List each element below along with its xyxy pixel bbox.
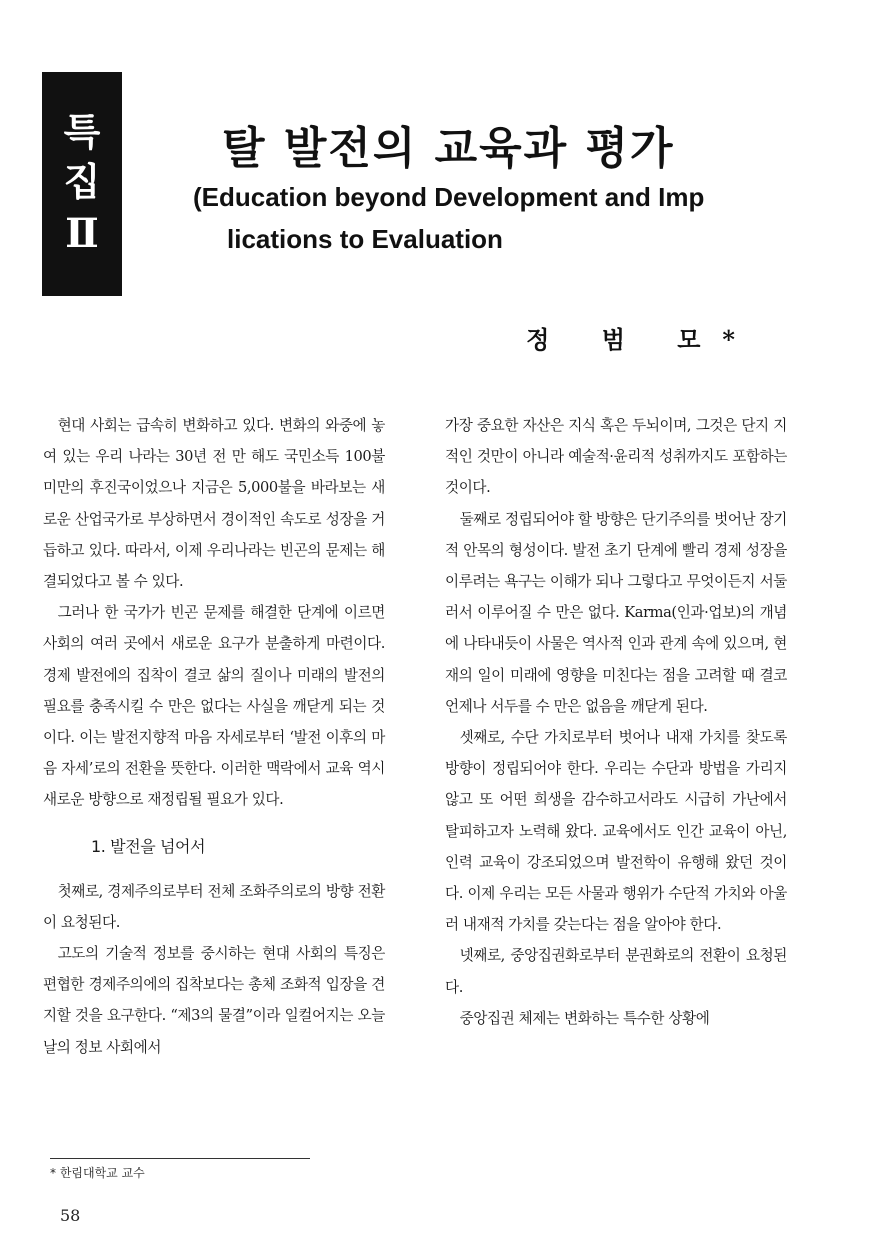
special-feature-tab xyxy=(42,72,122,296)
paragraph: 셋째로, 수단 가치로부터 벗어나 내재 가치를 찾도록 방향이 정립되어야 한다. 우리는 수단과 방법을 가리지 않고 또 어떤 희생을 감수하고서라도 시급히 가난에서 탈피하고자 노력해 왔다. 교육에서도 인간 교육이 아닌, 인력 교육이 강조되었으며 발전학이 유행해 왔던 것이다. 이제 우리는 모든 사물과 행위가 수단적 가치와 아울러 내재적 가치를 갖는다는 점을 알아야 한다. xyxy=(445,729,787,934)
paragraph: 가장 중요한 자산은 지식 혹은 두뇌이며, 그것은 단지 지적인 것만이 아니라 예술적·윤리적 성취까지도 포함하는 것이다. xyxy=(445,417,787,497)
tab-char-2: 집 xyxy=(63,160,101,204)
right-column xyxy=(445,410,787,1034)
page-number: 58 xyxy=(60,1206,81,1225)
author-name: 정 범 모* xyxy=(526,325,757,354)
tab-roman-numeral: Ⅱ xyxy=(65,210,99,257)
title-english-line-2: lications to Evaluation xyxy=(227,224,503,254)
tab-char-1: 특 xyxy=(63,110,101,154)
left-column xyxy=(43,410,385,1063)
footnote-divider xyxy=(50,1158,310,1159)
author-footnote: * 한림대학교 교수 xyxy=(50,1166,145,1180)
paragraph: 현대 사회는 급속히 변화하고 있다. 변화의 와중에 놓여 있는 우리 나라는 30년 전 만 해도 국민소득 100불 미만의 후진국이었으나 지금은 5,000불을 바라보는 새로운 산업국가로 부상하면서 경이적인 속도로 성장을 거듭하고 있다. 따라서, 이제 우리나라는 빈곤의 문제는 해결되었다고 볼 수 있다. xyxy=(43,417,385,591)
section-heading: 1. 발전을 넘어서 xyxy=(91,836,206,856)
paragraph: 넷째로, 중앙집권화로부터 분권화로의 전환이 요청된다. xyxy=(445,947,787,996)
paragraph: 고도의 기술적 정보를 중시하는 현대 사회의 특징은 편협한 경제주의에의 집착보다는 총체 조화적 입장을 견지할 것을 요구한다. “제3의 물결”이라 일컬어지는 오늘날의 정보 사회에서 xyxy=(43,945,385,1056)
title-english-line-1: (Education beyond Development and Imp xyxy=(193,182,705,212)
paragraph: 중앙집권 체제는 변화하는 특수한 상황에 xyxy=(459,1009,710,1027)
paragraph: 그러나 한 국가가 빈곤 문제를 해결한 단계에 이르면 사회의 여러 곳에서 새로운 요구가 분출하게 마련이다. 경제 발전에의 집착이 결코 삶의 질이나 미래의 발전의 필요를 충족시킬 수 만은 없다는 사실을 깨닫게 되는 것이다. 이는 발전지향적 마음 자세로부터 ‘발전 이후의 마음 자세’로의 전환을 뜻한다. 이러한 맥락에서 교육 역시 새로운 방향으로 재정립될 필요가 있다. xyxy=(43,604,385,809)
paragraph: 첫째로, 경제주의로부터 전체 조화주의로의 방향 전환이 요청된다. xyxy=(43,882,385,931)
paragraph: 둘째로 정립되어야 할 방향은 단기주의를 벗어난 장기적 안목의 형성이다. 발전 초기 단계에 빨리 경제 성장을 이루려는 욕구는 이해가 되나 그렇다고 무엇이든지 서둘러서 이루어질 수 만은 없다. Karma(인과·업보)의 개념에 나타내듯이 사물은 역사적 인과 관계 속에 있으며, 현재의 일이 미래에 영향을 미친다는 점을 고려할 때 결코 언제나 서두를 수 만은 없음을 깨닫게 된다. xyxy=(445,510,787,715)
article-title-english xyxy=(193,176,753,260)
article-title-korean: 탈 발전의 교육과 평가 xyxy=(222,123,675,174)
